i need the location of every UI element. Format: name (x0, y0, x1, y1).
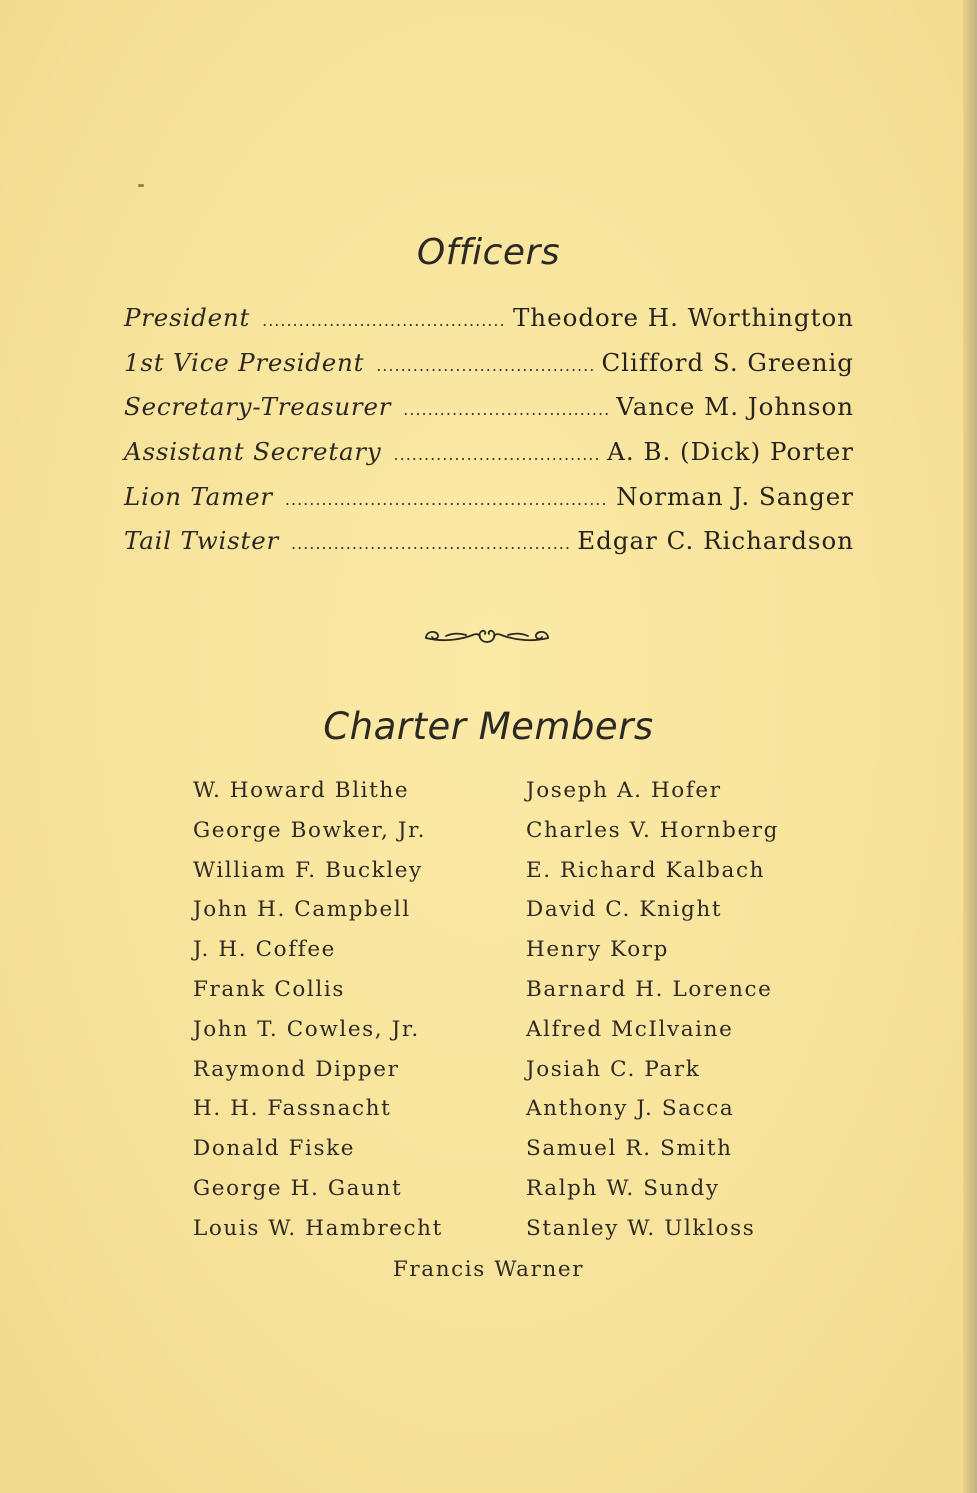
officer-row (124, 437, 854, 482)
officer-name: Norman J. Sanger (616, 481, 854, 511)
officer-title: Assistant Secretary (124, 437, 382, 467)
member-name: Josiah C. Park (526, 1056, 701, 1082)
officer-name: A. B. (Dick) Porter (607, 437, 854, 467)
member-name: John T. Cowles, Jr. (193, 1016, 420, 1042)
member-name: H. H. Fassnacht (193, 1096, 392, 1122)
officers-heading: Officers (416, 232, 561, 273)
member-name: Frank Collis (193, 976, 345, 1002)
officer-name: Vance M. Johnson (616, 392, 854, 422)
member-name: Louis W. Hambrecht (193, 1215, 443, 1241)
dot-leader (403, 400, 608, 419)
member-name: George H. Gaunt (193, 1175, 403, 1201)
member-name: J. H. Coffee (193, 937, 336, 963)
member-name: David C. Knight (526, 897, 723, 923)
dot-leader (262, 311, 505, 330)
officers-list (124, 303, 854, 571)
member-name: E. Richard Kalbach (526, 857, 766, 883)
officer-title: Secretary-Treasurer (124, 392, 392, 422)
dot-leader (291, 534, 569, 553)
officer-name: Clifford S. Greenig (601, 347, 854, 377)
member-name: William F. Buckley (193, 857, 423, 883)
officer-title: Tail Twister (124, 526, 280, 556)
officer-name: Edgar C. Richardson (577, 526, 854, 556)
officer-title: President (124, 303, 251, 332)
officer-row (124, 303, 854, 348)
charter-members-heading: Charter Members (323, 705, 654, 748)
member-name: Alfred McIlvaine (526, 1016, 734, 1042)
officer-row (124, 482, 854, 527)
scroll-flourish-icon (422, 622, 552, 648)
officer-name: Theodore H. Worthington (512, 303, 854, 332)
member-name: Donald Fiske (193, 1136, 356, 1162)
dot-leader (394, 445, 600, 464)
member-name: Samuel R. Smith (526, 1136, 733, 1162)
dot-leader (285, 490, 608, 509)
dot-leader (376, 356, 593, 375)
members-left-column (193, 778, 443, 1256)
members-right-column (526, 778, 779, 1256)
member-name-final: Francis Warner (392, 1257, 585, 1282)
member-name: Charles V. Hornberg (526, 817, 780, 843)
paper-speck (138, 184, 144, 187)
officer-row (124, 526, 854, 571)
officer-title: Lion Tamer (124, 481, 273, 511)
member-name: Raymond Dipper (193, 1056, 400, 1082)
member-name: Anthony J. Sacca (526, 1096, 735, 1122)
member-name: George Bowker, Jr. (193, 817, 427, 843)
member-name: Barnard H. Lorence (526, 976, 773, 1002)
member-name: Ralph W. Sundy (526, 1175, 720, 1201)
member-name: Stanley W. Ulkloss (526, 1215, 756, 1241)
member-name: Joseph A. Hofer (526, 778, 722, 803)
officer-row (124, 348, 854, 393)
member-name: John H. Campbell (193, 897, 411, 923)
officer-title: 1st Vice President (124, 347, 365, 377)
officer-row (124, 392, 854, 437)
member-name: Henry Korp (526, 937, 670, 963)
member-name: W. Howard Blithe (193, 778, 410, 803)
